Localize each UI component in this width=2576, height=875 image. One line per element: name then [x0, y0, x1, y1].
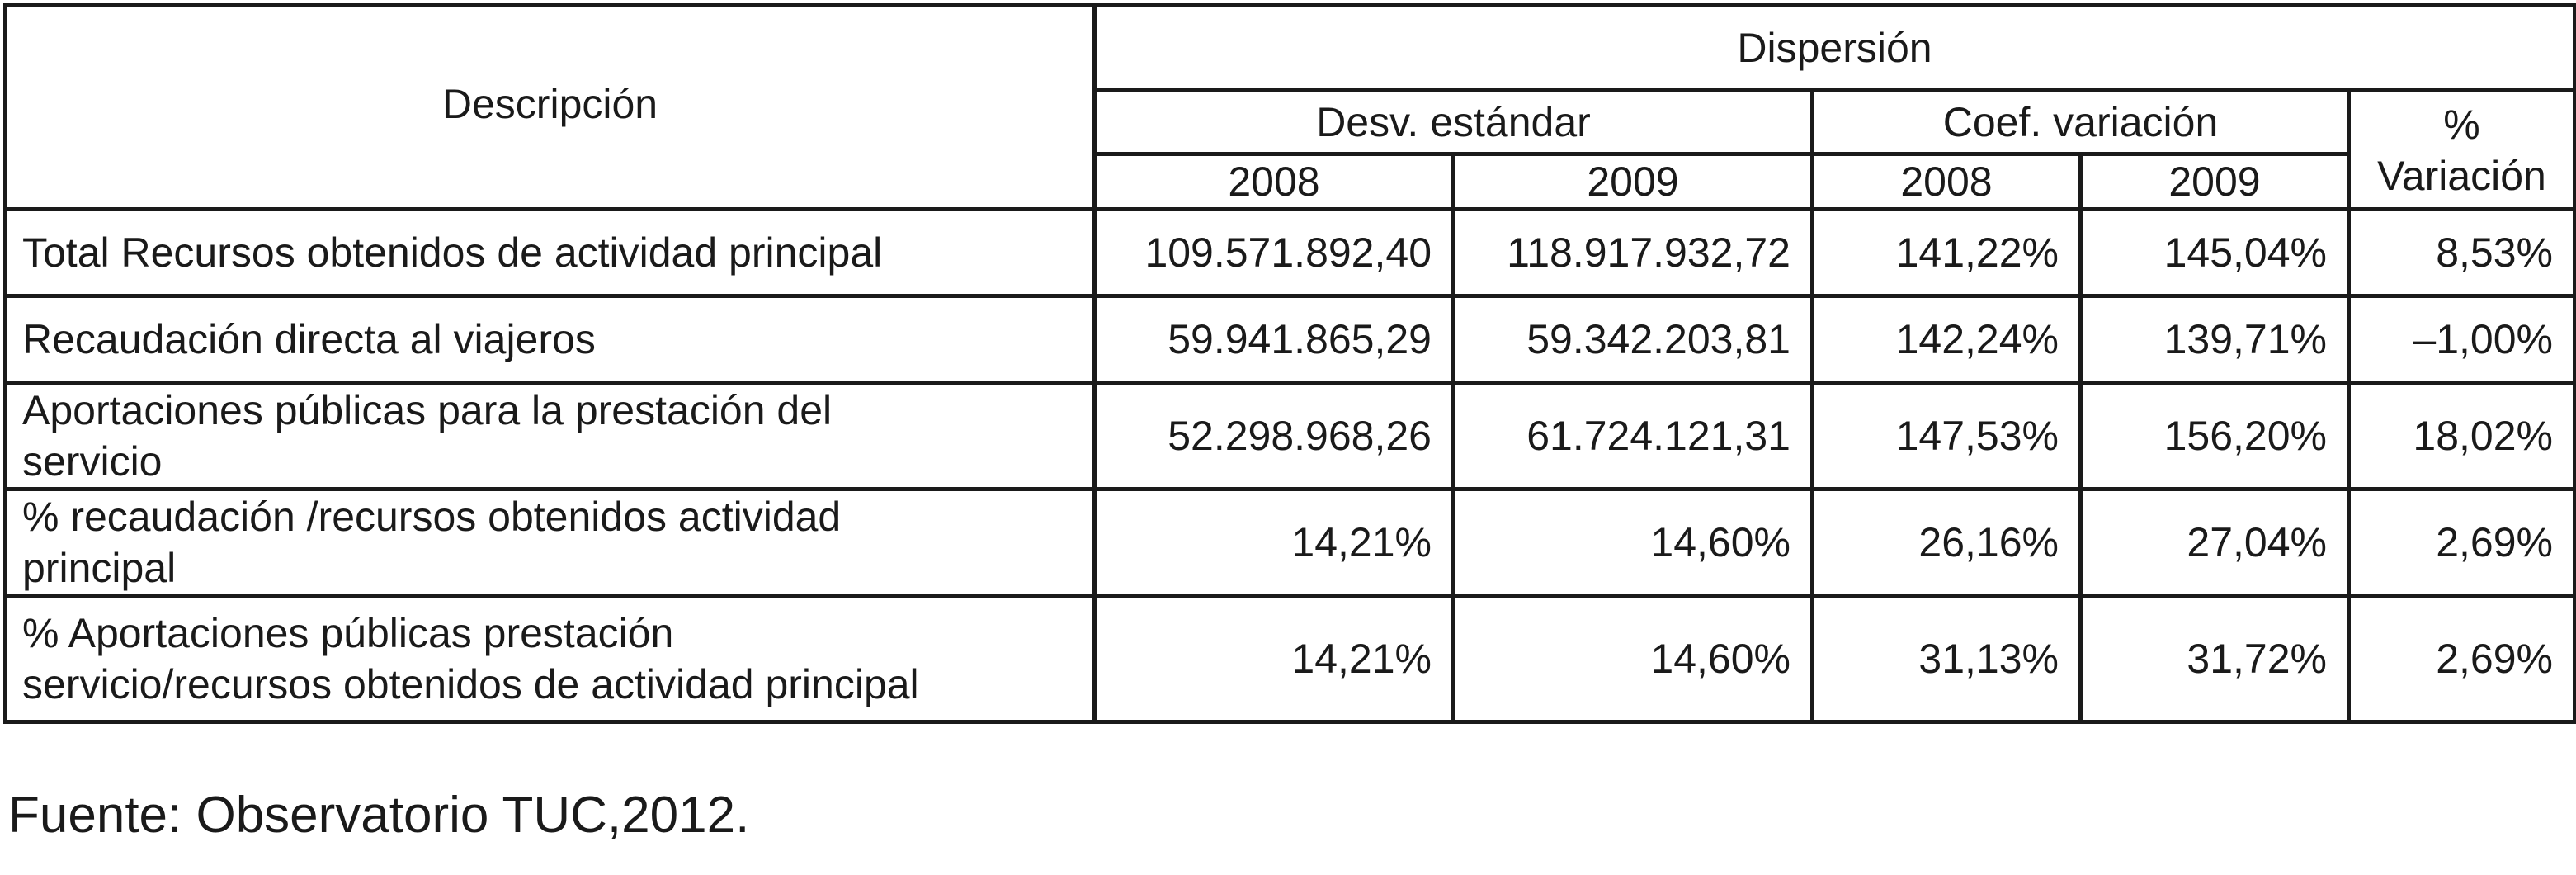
header-year: 2008	[1095, 154, 1454, 210]
row-description	[6, 596, 1095, 722]
dispersion-table	[3, 3, 2576, 724]
row-description-line: principal	[22, 545, 177, 591]
header-desv-estandar: Desv. estándar	[1095, 91, 1813, 154]
table-cell: 52.298.968,26	[1095, 383, 1454, 490]
row-description-line: servicio/recursos obtenidos de actividad principal	[22, 661, 919, 707]
table-row	[6, 383, 2575, 490]
header-year: 2009	[2081, 154, 2349, 210]
row-description-line: Aportaciones públicas para la prestación del	[22, 387, 833, 433]
header-year: 2008	[1813, 154, 2081, 210]
table-cell: 14,60%	[1454, 490, 1813, 596]
table-cell: 8,53%	[2349, 210, 2575, 296]
table-row	[6, 596, 2575, 722]
table-row	[6, 490, 2575, 596]
table-cell: 147,53%	[1813, 383, 2081, 490]
table-cell: 14,60%	[1454, 596, 1813, 722]
row-description-line: servicio	[22, 438, 163, 485]
table-cell: 141,22%	[1813, 210, 2081, 296]
table-cell: 61.724.121,31	[1454, 383, 1813, 490]
table-cell: 14,21%	[1095, 490, 1454, 596]
table-row	[6, 210, 2575, 296]
header-descripcion: Descripción	[6, 6, 1095, 210]
header-dispersion: Dispersión	[1095, 6, 2575, 91]
header-pct-symbol: %	[2443, 101, 2480, 148]
row-description-line: % recaudación /recursos obtenidos actividad	[22, 494, 842, 540]
row-description	[6, 383, 1095, 490]
table-cell: 14,21%	[1095, 596, 1454, 722]
table-cell: 118.917.932,72	[1454, 210, 1813, 296]
table-cell: 2,69%	[2349, 490, 2575, 596]
row-description-line: % Aportaciones públicas prestación	[22, 610, 674, 656]
row-description	[6, 210, 1095, 296]
header-row-1	[6, 6, 2575, 91]
table-cell: 18,02%	[2349, 383, 2575, 490]
table-cell: 142,24%	[1813, 296, 2081, 383]
row-description-line: Total Recursos obtenidos de actividad principal	[22, 229, 883, 276]
table-row	[6, 296, 2575, 383]
table-cell: 139,71%	[2081, 296, 2349, 383]
table-cell: 156,20%	[2081, 383, 2349, 490]
row-description-line: Recaudación directa al viajeros	[22, 316, 596, 362]
table-cell: 109.571.892,40	[1095, 210, 1454, 296]
table-cell: –1,00%	[2349, 296, 2575, 383]
source-note: Fuente: Observatorio TUC,2012.	[8, 787, 750, 844]
row-description	[6, 296, 1095, 383]
table-cell: 145,04%	[2081, 210, 2349, 296]
table-cell: 26,16%	[1813, 490, 2081, 596]
table-cell: 27,04%	[2081, 490, 2349, 596]
table-cell: 59.941.865,29	[1095, 296, 1454, 383]
header-pct-variacion	[2349, 91, 2575, 210]
header-year: 2009	[1454, 154, 1813, 210]
table-cell: 31,72%	[2081, 596, 2349, 722]
table-cell: 59.342.203,81	[1454, 296, 1813, 383]
table-cell: 31,13%	[1813, 596, 2081, 722]
row-description	[6, 490, 1095, 596]
header-pct-label: Variación	[2377, 152, 2546, 199]
table-cell: 2,69%	[2349, 596, 2575, 722]
data-table-container	[3, 3, 2573, 724]
header-coef-variacion: Coef. variación	[1813, 91, 2349, 154]
